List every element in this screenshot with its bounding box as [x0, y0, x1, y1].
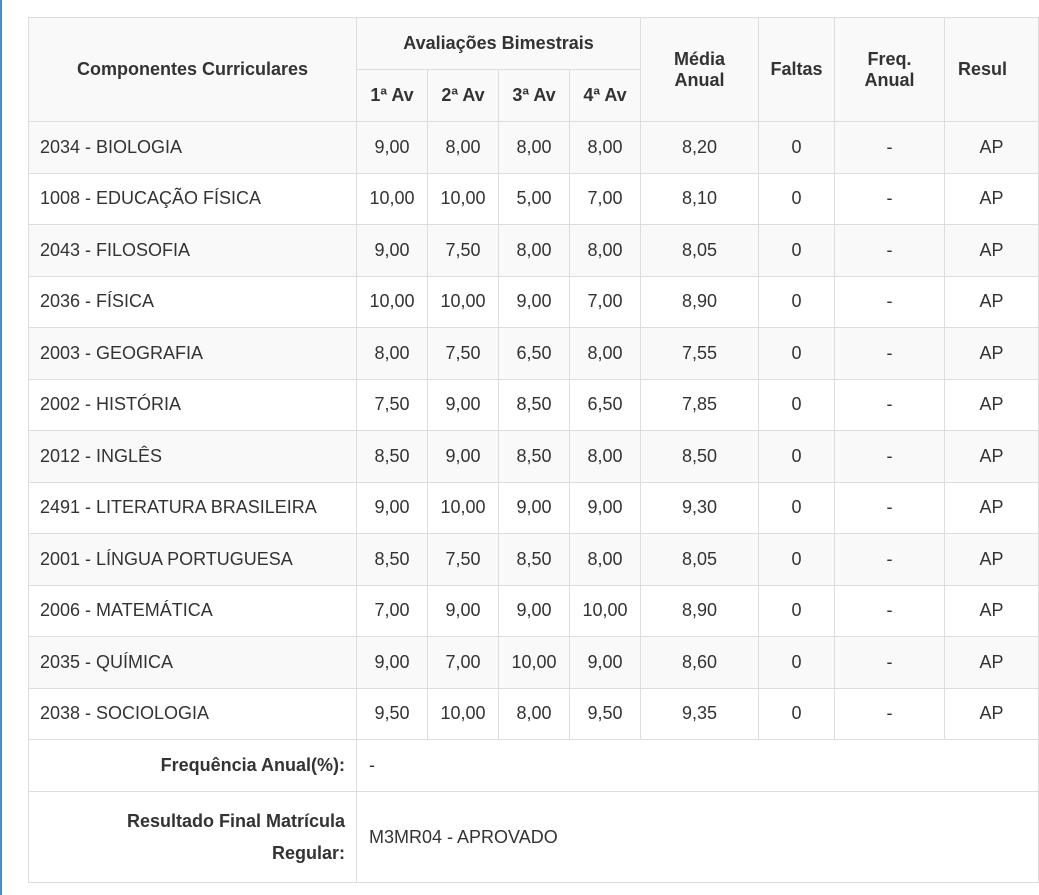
grade-av1: 8,50 — [357, 534, 428, 586]
table-row — [29, 431, 1039, 483]
grade-av1: 8,50 — [357, 431, 428, 483]
result-status: AP — [945, 534, 1039, 586]
freq-anual-label: Frequência Anual(%): — [29, 740, 357, 792]
final-result-label-line2: Regular: — [271, 843, 345, 863]
grade-av3: 9,00 — [499, 276, 570, 328]
table-row — [29, 482, 1039, 534]
freq-anual: - — [835, 637, 945, 689]
result-status: AP — [945, 431, 1039, 483]
final-result-value: M3MR04 - APROVADO — [357, 792, 1039, 883]
table-row — [29, 534, 1039, 586]
grade-av3: 8,00 — [499, 225, 570, 277]
media-anual: 8,05 — [641, 534, 759, 586]
grade-av1: 9,50 — [357, 688, 428, 740]
freq-anual: - — [835, 688, 945, 740]
subject-name: 2002 - HISTÓRIA — [29, 379, 357, 431]
table-row — [29, 379, 1039, 431]
grade-av4: 7,00 — [570, 276, 641, 328]
grade-av3: 8,50 — [499, 534, 570, 586]
faltas-count: 0 — [759, 534, 835, 586]
header-media-line1: Média — [674, 48, 726, 69]
grade-av2: 7,00 — [428, 637, 499, 689]
media-anual: 9,30 — [641, 482, 759, 534]
grade-av4: 9,50 — [570, 688, 641, 740]
grade-av2: 7,50 — [428, 534, 499, 586]
faltas-count: 0 — [759, 637, 835, 689]
table-row — [29, 328, 1039, 380]
table-row — [29, 173, 1039, 225]
subject-name: 2034 - BIOLOGIA — [29, 122, 357, 174]
table-row — [29, 585, 1039, 637]
freq-anual: - — [835, 534, 945, 586]
table-row — [29, 276, 1039, 328]
grade-av4: 6,50 — [570, 379, 641, 431]
grade-av2: 7,50 — [428, 328, 499, 380]
header-av1: 1ª Av — [357, 70, 428, 122]
subject-name: 2035 - QUÍMICA — [29, 637, 357, 689]
header-media-anual — [641, 18, 759, 122]
grade-av1: 10,00 — [357, 173, 428, 225]
grades-body — [29, 122, 1039, 740]
table-row — [29, 225, 1039, 277]
grade-av2: 9,00 — [428, 379, 499, 431]
media-anual: 7,85 — [641, 379, 759, 431]
subject-name: 2012 - INGLÊS — [29, 431, 357, 483]
header-avaliacoes: Avaliações Bimestrais — [357, 18, 641, 70]
subject-name: 1008 - EDUCAÇÃO FÍSICA — [29, 173, 357, 225]
subject-name: 2043 - FILOSOFIA — [29, 225, 357, 277]
media-anual: 8,05 — [641, 225, 759, 277]
grade-av1: 10,00 — [357, 276, 428, 328]
grades-table-container — [28, 17, 1038, 883]
faltas-count: 0 — [759, 379, 835, 431]
grade-av3: 9,00 — [499, 585, 570, 637]
faltas-count: 0 — [759, 122, 835, 174]
freq-anual: - — [835, 379, 945, 431]
grade-av4: 8,00 — [570, 122, 641, 174]
result-status: AP — [945, 379, 1039, 431]
grade-av4: 8,00 — [570, 225, 641, 277]
grade-av2: 7,50 — [428, 225, 499, 277]
header-media-line2: Anual — [674, 69, 725, 90]
header-av2: 2ª Av — [428, 70, 499, 122]
faltas-count: 0 — [759, 482, 835, 534]
media-anual: 9,35 — [641, 688, 759, 740]
grade-av2: 8,00 — [428, 122, 499, 174]
final-result-label-line1: Resultado Final Matrícula — [126, 811, 345, 831]
grade-av2: 10,00 — [428, 482, 499, 534]
grade-av3: 8,50 — [499, 379, 570, 431]
table-row — [29, 688, 1039, 740]
freq-anual: - — [835, 122, 945, 174]
grade-av1: 9,00 — [357, 225, 428, 277]
media-anual: 8,90 — [641, 585, 759, 637]
freq-anual-value: - — [357, 740, 1039, 792]
freq-anual: - — [835, 431, 945, 483]
header-freq-line1: Freq. — [867, 48, 912, 69]
subject-name: 2491 - LITERATURA BRASILEIRA — [29, 482, 357, 534]
grade-av3: 5,00 — [499, 173, 570, 225]
page-frame-border — [0, 0, 2, 895]
result-status: AP — [945, 482, 1039, 534]
grade-av2: 10,00 — [428, 688, 499, 740]
grade-av3: 8,50 — [499, 431, 570, 483]
subject-name: 2038 - SOCIOLOGIA — [29, 688, 357, 740]
result-status: AP — [945, 173, 1039, 225]
grade-av4: 10,00 — [570, 585, 641, 637]
header-resultado: Resul — [945, 18, 1039, 122]
result-status: AP — [945, 328, 1039, 380]
freq-anual: - — [835, 328, 945, 380]
grade-av3: 8,00 — [499, 688, 570, 740]
subject-name: 2006 - MATEMÁTICA — [29, 585, 357, 637]
media-anual: 8,90 — [641, 276, 759, 328]
result-status: AP — [945, 585, 1039, 637]
result-status: AP — [945, 122, 1039, 174]
freq-anual: - — [835, 225, 945, 277]
grade-av1: 9,00 — [357, 122, 428, 174]
freq-anual: - — [835, 276, 945, 328]
media-anual: 8,50 — [641, 431, 759, 483]
grade-av1: 7,00 — [357, 585, 428, 637]
media-anual: 8,10 — [641, 173, 759, 225]
freq-anual: - — [835, 482, 945, 534]
media-anual: 7,55 — [641, 328, 759, 380]
header-av4: 4ª Av — [570, 70, 641, 122]
faltas-count: 0 — [759, 173, 835, 225]
grade-av4: 8,00 — [570, 328, 641, 380]
grade-av4: 9,00 — [570, 482, 641, 534]
grade-av2: 9,00 — [428, 585, 499, 637]
result-status: AP — [945, 225, 1039, 277]
grade-av1: 9,00 — [357, 482, 428, 534]
subject-name: 2036 - FÍSICA — [29, 276, 357, 328]
table-row — [29, 122, 1039, 174]
subject-name: 2001 - LÍNGUA PORTUGUESA — [29, 534, 357, 586]
faltas-count: 0 — [759, 225, 835, 277]
grade-av2: 10,00 — [428, 276, 499, 328]
grade-av3: 6,50 — [499, 328, 570, 380]
grade-av4: 8,00 — [570, 431, 641, 483]
subject-name: 2003 - GEOGRAFIA — [29, 328, 357, 380]
grade-av4: 9,00 — [570, 637, 641, 689]
grade-av1: 7,50 — [357, 379, 428, 431]
header-freq-anual — [835, 18, 945, 122]
result-status: AP — [945, 276, 1039, 328]
header-componentes: Componentes Curriculares — [29, 18, 357, 122]
result-status: AP — [945, 637, 1039, 689]
freq-anual: - — [835, 173, 945, 225]
grade-av2: 9,00 — [428, 431, 499, 483]
result-status: AP — [945, 688, 1039, 740]
header-freq-line2: Anual — [864, 69, 915, 90]
grade-av2: 10,00 — [428, 173, 499, 225]
faltas-count: 0 — [759, 431, 835, 483]
media-anual: 8,60 — [641, 637, 759, 689]
grade-av4: 7,00 — [570, 173, 641, 225]
grade-av3: 10,00 — [499, 637, 570, 689]
grades-table — [28, 17, 1039, 883]
faltas-count: 0 — [759, 276, 835, 328]
header-faltas: Faltas — [759, 18, 835, 122]
media-anual: 8,20 — [641, 122, 759, 174]
final-result-label — [29, 792, 357, 883]
grade-av3: 9,00 — [499, 482, 570, 534]
faltas-count: 0 — [759, 688, 835, 740]
grade-av1: 8,00 — [357, 328, 428, 380]
grade-av1: 9,00 — [357, 637, 428, 689]
faltas-count: 0 — [759, 585, 835, 637]
table-row — [29, 637, 1039, 689]
freq-anual: - — [835, 585, 945, 637]
grade-av3: 8,00 — [499, 122, 570, 174]
grade-av4: 8,00 — [570, 534, 641, 586]
faltas-count: 0 — [759, 328, 835, 380]
header-av3: 3ª Av — [499, 70, 570, 122]
